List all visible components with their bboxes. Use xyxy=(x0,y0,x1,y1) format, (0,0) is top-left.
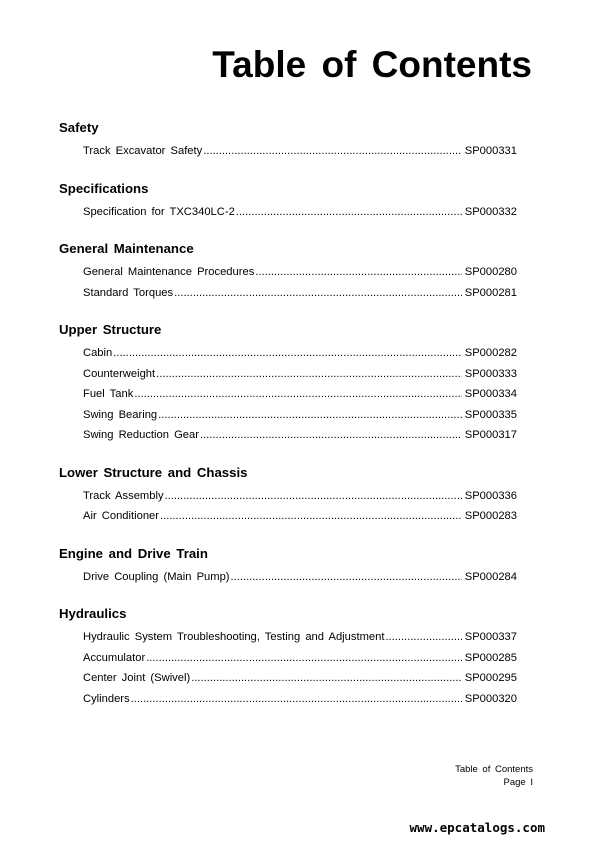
dot-leader xyxy=(134,384,461,405)
dot-leader xyxy=(131,689,462,710)
section-engine-and-drive-train xyxy=(59,546,517,588)
entry-title: Air Conditioner xyxy=(83,510,159,522)
toc-entry[interactable] xyxy=(59,425,517,446)
watermark-url: www.epcatalogs.com xyxy=(409,820,545,835)
dot-leader xyxy=(255,262,461,283)
dot-leader xyxy=(165,486,462,507)
page-footer xyxy=(455,763,533,789)
entry-title: Counterweight xyxy=(83,367,156,380)
dot-leader xyxy=(156,364,462,385)
entry-code: SP000280 xyxy=(464,266,517,278)
entry-code: SP000335 xyxy=(464,408,517,421)
section-heading: Specifications xyxy=(59,180,149,196)
toc-entry[interactable] xyxy=(59,668,517,689)
entry-title: Center Joint (Swivel) xyxy=(83,672,191,684)
toc-entry[interactable] xyxy=(59,648,517,669)
entry-code: SP000285 xyxy=(464,651,517,664)
toc-entry[interactable] xyxy=(59,506,517,527)
entry-code: SP000331 xyxy=(464,145,517,157)
entry-code: SP000317 xyxy=(464,429,517,441)
section-heading: Lower Structure and Chassis xyxy=(59,464,248,480)
dot-leader xyxy=(158,405,462,426)
entry-code: SP000283 xyxy=(464,510,517,522)
toc-entry[interactable] xyxy=(59,262,517,283)
footer-section-title: Table of Contents xyxy=(455,764,533,775)
dot-leader xyxy=(236,202,462,223)
dot-leader xyxy=(385,627,461,648)
toc-entry[interactable] xyxy=(59,567,517,588)
toc-entry[interactable] xyxy=(59,364,517,385)
section-hydraulics xyxy=(59,606,517,709)
dot-leader xyxy=(160,506,462,527)
entry-title: Hydraulic System Troubleshooting, Testing and Adjustment xyxy=(83,631,385,643)
dot-leader xyxy=(146,648,462,669)
dot-leader xyxy=(203,141,462,162)
toc-entry[interactable] xyxy=(59,689,517,710)
entry-title: Swing Reduction Gear xyxy=(83,429,199,441)
entry-title: Accumulator xyxy=(83,651,146,664)
entry-code: SP000334 xyxy=(464,388,517,400)
toc-entry[interactable] xyxy=(59,384,517,405)
dot-leader xyxy=(200,425,462,446)
dot-leader xyxy=(113,343,462,364)
dot-leader xyxy=(174,283,462,304)
entry-code: SP000337 xyxy=(464,631,517,643)
dot-leader xyxy=(191,668,462,689)
entry-title: Drive Coupling (Main Pump) xyxy=(83,570,230,583)
dot-leader xyxy=(231,567,462,588)
toc-entry[interactable] xyxy=(59,627,517,648)
entry-code: SP000281 xyxy=(464,286,517,299)
entry-code: SP000336 xyxy=(464,489,517,502)
section-safety xyxy=(59,120,517,162)
section-lower-structure-and-chassis xyxy=(59,465,517,527)
toc-entry[interactable] xyxy=(59,486,517,507)
section-general-maintenance xyxy=(59,241,517,303)
entry-title: Specification for TXC340LC-2 xyxy=(83,205,235,218)
section-heading: Upper Structure xyxy=(59,322,162,337)
toc-entry[interactable] xyxy=(59,202,517,223)
section-specifications xyxy=(59,181,517,223)
entry-title: Cylinders xyxy=(83,692,130,705)
entry-code: SP000295 xyxy=(464,672,517,684)
entry-title: Track Excavator Safety xyxy=(83,145,203,157)
entry-title: Swing Bearing xyxy=(83,408,158,421)
toc-entry[interactable] xyxy=(59,405,517,426)
section-upper-structure xyxy=(59,322,517,446)
entry-code: SP000332 xyxy=(464,205,517,218)
section-heading: General Maintenance xyxy=(59,241,194,256)
section-heading: Safety xyxy=(59,120,99,135)
entry-code: SP000320 xyxy=(464,692,517,705)
page-title: Table of Contents xyxy=(212,44,532,85)
entry-code: SP000333 xyxy=(464,367,517,380)
entry-code: SP000282 xyxy=(464,347,517,359)
entry-title: Track Assembly xyxy=(83,489,164,502)
toc-entry[interactable] xyxy=(59,141,517,162)
entry-code: SP000284 xyxy=(464,570,517,583)
entry-title: Cabin xyxy=(83,347,113,359)
entry-title: Fuel Tank xyxy=(83,388,134,400)
section-heading: Hydraulics xyxy=(59,606,127,621)
entry-title: General Maintenance Procedures xyxy=(83,266,255,278)
table-of-contents xyxy=(59,120,517,728)
entry-title: Standard Torques xyxy=(83,286,174,299)
toc-entry[interactable] xyxy=(59,283,517,304)
toc-entry[interactable] xyxy=(59,343,517,364)
footer-page-number: Page I xyxy=(503,777,533,788)
section-heading: Engine and Drive Train xyxy=(59,545,208,561)
